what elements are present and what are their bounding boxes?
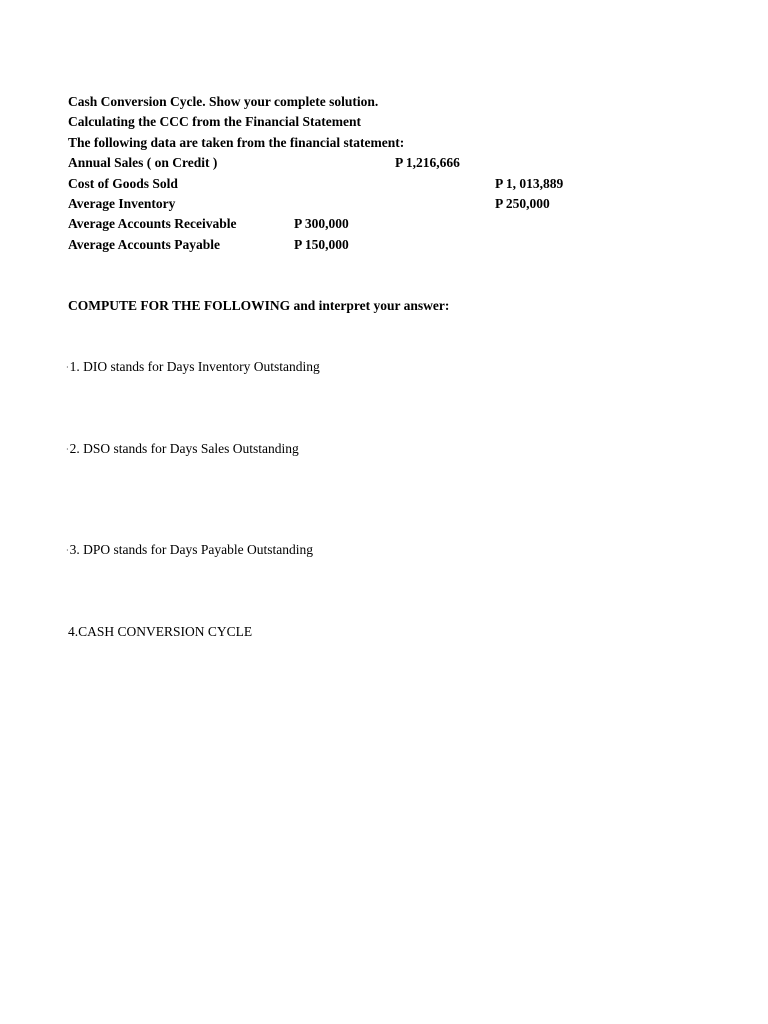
annual-sales-value: P 1,216,666 [395, 155, 460, 170]
document-subtitle: Calculating the CCC from the Financial Statement [68, 114, 361, 129]
question-item-dso [66, 441, 299, 458]
question-text: 4.CASH CONVERSION CYCLE [68, 624, 253, 639]
average-ap-label: Average Accounts Payable [68, 237, 220, 252]
document-title: Cash Conversion Cycle. Show your complete solution. [68, 94, 379, 109]
question-text: 3. DPO stands for Days Payable Outstanding [69, 542, 314, 557]
average-ap-value: P 150,000 [294, 237, 349, 252]
bullet-icon: · [66, 362, 69, 372]
average-inventory-value: P 250,000 [495, 196, 550, 211]
question-item-dpo [66, 542, 313, 559]
annual-sales-label: Annual Sales ( on Credit ) [68, 155, 218, 170]
average-ar-label: Average Accounts Receivable [68, 216, 237, 231]
bullet-icon: · [66, 545, 69, 555]
instruction-text: COMPUTE FOR THE FOLLOWING and interpret your answer: [68, 298, 450, 313]
question-text: 1. DIO stands for Days Inventory Outstanding [69, 359, 320, 374]
intro-text: The following data are taken from the financial statement: [68, 135, 405, 150]
bullet-icon: · [66, 444, 69, 454]
cogs-label: Cost of Goods Sold [68, 176, 178, 191]
average-ar-value: P 300,000 [294, 216, 349, 231]
cogs-value: P 1, 013,889 [495, 176, 564, 191]
average-inventory-label: Average Inventory [68, 196, 176, 211]
question-item-ccc [68, 624, 252, 640]
question-item-dio [66, 359, 320, 376]
question-text: 2. DSO stands for Days Sales Outstanding [69, 441, 299, 456]
